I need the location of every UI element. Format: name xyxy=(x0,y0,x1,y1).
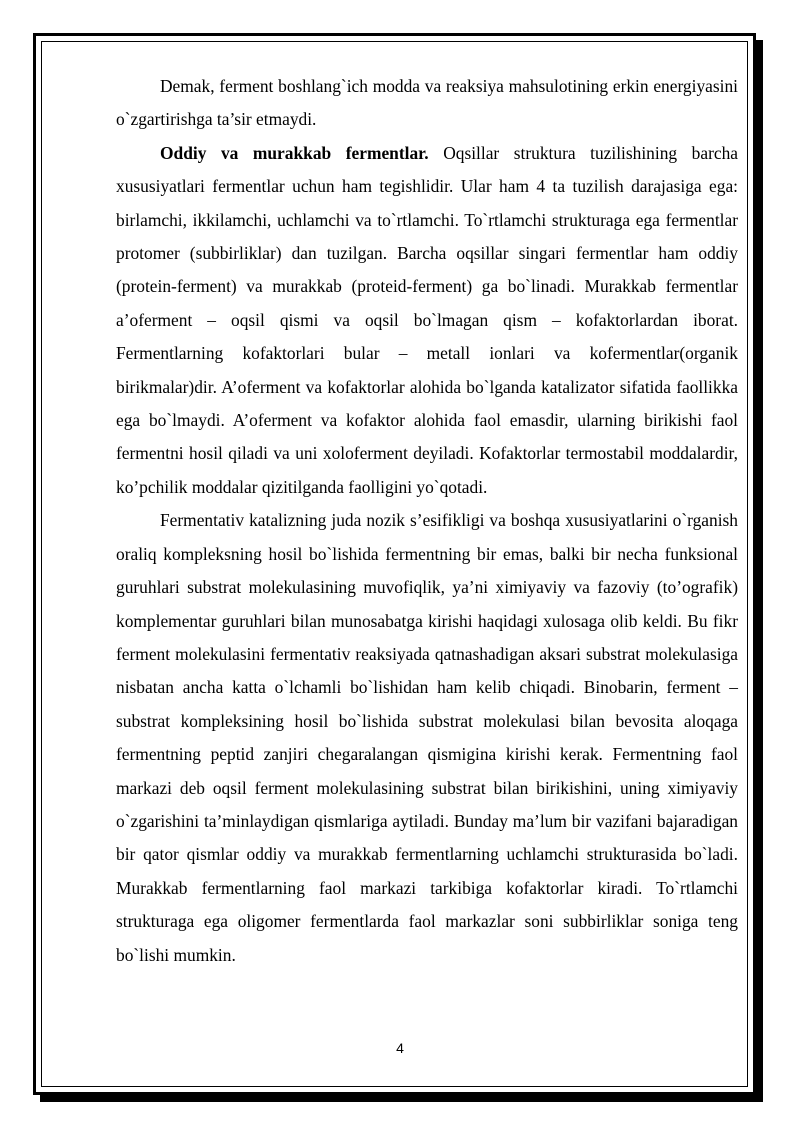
page-border-shadow-bottom xyxy=(40,1095,763,1102)
paragraph-2-text: Oqsillar struktura tuzilishining barcha xususiyatlari fermentlar uchun ham tegishlidir. Ular ham 4 ta tuzilish darajasiga ega: birlamchi, ikkilamchi, uchlamchi va to`rtlamchi. To`rtlamchi strukturaga ega fermentlar protomer (subbirliklar) dan tuzilgan. Barcha oqsillar singari fermentlar ham oddiy (protein-ferment) va murakkab (proteid-ferment) ga bo`linadi. Murakkab fermentlar a’oferment – oqsil qismi va oqsil bo`lmagan qism – kofaktorlardan iborat. Fermentlarning kofaktorlari bular – metall ionlari va kofermentlar(organik birikmalar)dir. A’oferment va kofaktorlar alohida bo`lganda katalizator sifatida faollikka ega bo`lmaydi. A’oferment va kofaktor alohida faol emasdir, ularning birikishi faol fermentni hosil qiladi va uni xoloferment deyiladi. Kofaktorlar termostabil moddalardir, ko’pchilik moddalar qizitilganda faolligini yo`qotadi. xyxy=(116,142,738,497)
paragraph-1-text: Demak, ferment boshlang`ich modda va reaksiya mahsulotining erkin energiyasini o`zgartirishga ta’sir etmaydi. xyxy=(116,76,738,130)
paragraph-3 xyxy=(116,504,738,972)
document-body xyxy=(116,70,738,972)
paragraph-2 xyxy=(116,137,738,504)
paragraph-2-bold-lead: Oddiy va murakkab fermentlar. xyxy=(160,142,429,163)
page-border-shadow-right xyxy=(756,40,763,1102)
page-number: 4 xyxy=(396,1040,404,1056)
paragraph-1 xyxy=(116,70,738,137)
paragraph-3-text: Fermentativ katalizning juda nozik s’esifikligi va boshqa xususiyatlarini o`rganish oraliq kompleksning hosil bo`lishida fermentning bir emas, balki bir necha funksional guruhlari substrat molekulasining muvofiqlik, ya’ni ximiyaviy va fazoviy (to’ografik) komplementar guruhlari bilan munosabatga kirishi haqidagi xulosaga olib keldi. Bu fikr ferment molekulasini fermentativ reaksiyada qatnashadigan aksari substrat molekulasiga nisbatan ancha katta o`lchamli bo`lishidan ham kelib chiqadi. Binobarin, ferment – substrat kompleksining hosil bo`lishida substrat molekulasi bilan bevosita aloqaga fermentning peptid zanjiri chegaralangan qismigina kirishi kerak. Fermentning faol markazi deb oqsil ferment molekulasining substrat bilan birikishini, uning ximiyaviy o`zgarishini ta’minlaydigan qismlariga aytiladi. Bunday ma’lum bir vazifani bajaradigan bir qator qismlar oddiy va murakkab fermentlarning uchlamchi strukturasida bo`ladi. Murakkab fermentlarning faol markazi tarkibiga kofaktorlar kiradi. To`rtlamchi strukturaga ega oligomer fermentlarda faol markazlar soni subbirliklar soniga teng bo`lishi mumkin. xyxy=(116,510,738,965)
